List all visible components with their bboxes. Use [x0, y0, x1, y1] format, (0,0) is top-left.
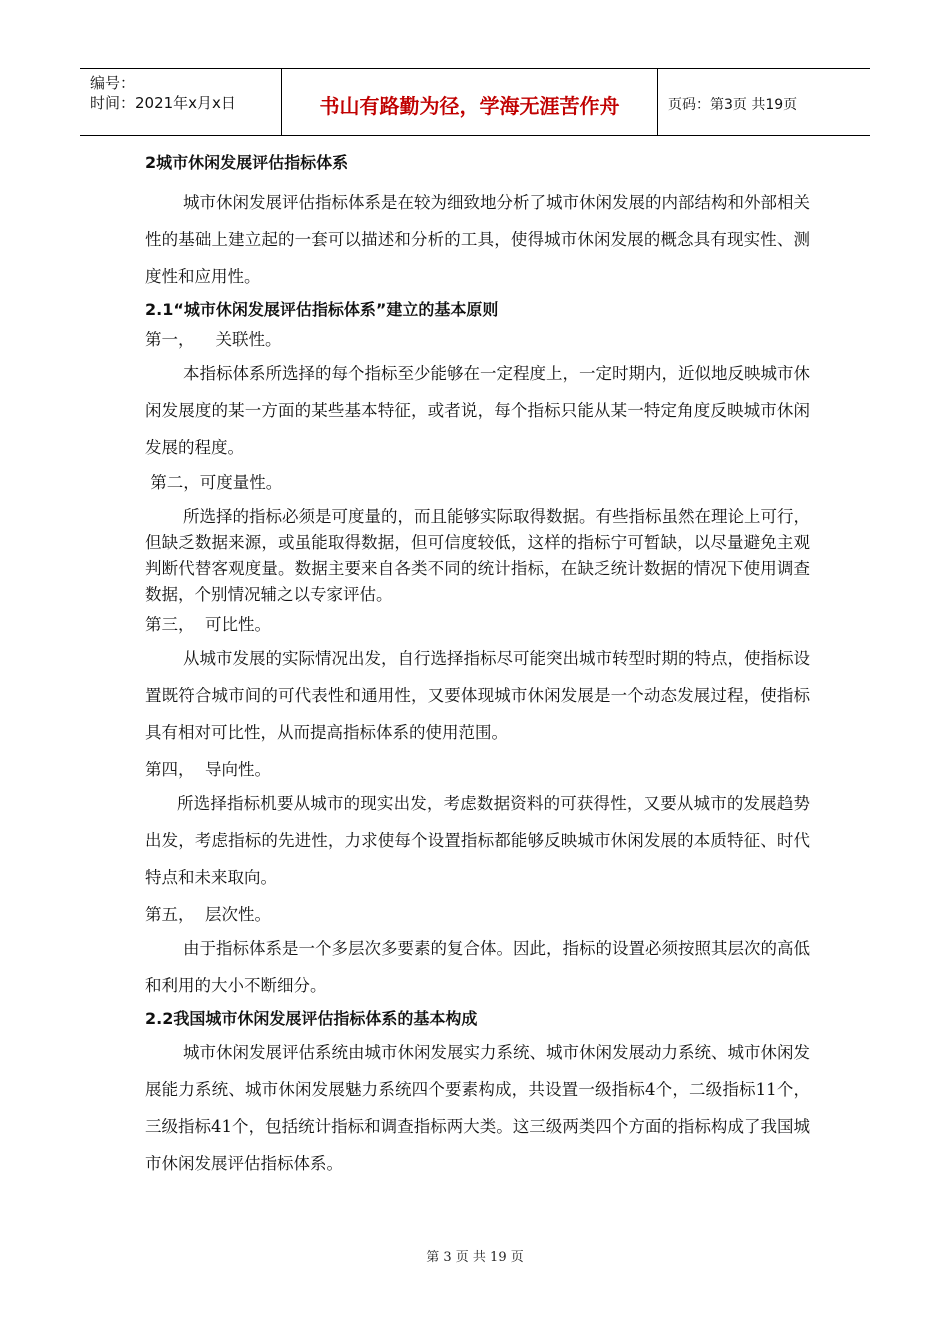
header-page-number: 页码：第3页 共19页	[668, 97, 798, 113]
principle-1-label: 第一， 关联性。	[145, 330, 282, 349]
header-motto: 书山有路勤为径，学海无涯苦作舟	[282, 69, 658, 135]
principle-4-text: 所选择指标机要从城市的现实出发，考虑数据资料的可获得性，又要从城市的发展趋势出发，考虑指标的先进性，力求使每个设置指标都能够反映城市休闲发展的本质特征、时代特点和未来取向。	[145, 794, 810, 887]
page-header	[80, 68, 870, 136]
principle-5-text: 由于指标体系是一个多层次多要素的复合体。因此，指标的设置必须按照其层次的高低和利用的大小不断细分。	[145, 939, 810, 995]
section-2-title: 2城市休闲发展评估指标体系	[145, 153, 349, 172]
page-footer: 第 3 页 共 19 页	[426, 1250, 524, 1265]
header-meta	[80, 69, 282, 135]
principle-2-label: 第二，可度量性。	[145, 473, 283, 492]
document-body	[145, 152, 810, 1182]
principle-4-label: 第四， 导向性。	[145, 760, 271, 779]
principle-2-text: 所选择的指标必须是可度量的，而且能够实际取得数据。有些指标虽然在理论上可行，但缺乏数据来源，或虽能取得数据，但可信度较低，这样的指标宁可暂缺，以尽量避免主观判断代替客观度量。数据主要来自各类不同的统计指标，在缺乏统计数据的情况下使用调查数据，个别情况辅之以专家评估。	[145, 507, 810, 604]
principle-1-text: 本指标体系所选择的每个指标至少能够在一定程度上，一定时期内，近似地反映城市休闲发展度的某一方面的某些基本特征，或者说，每个指标只能从某一特定角度反映城市休闲发展的程度。	[145, 364, 810, 457]
section-2-2-title: 2.2我国城市休闲发展评估指标体系的基本构成	[145, 1009, 478, 1028]
time-label: 时间：2021年x月x日	[90, 94, 236, 112]
principle-3-label: 第三， 可比性。	[145, 615, 271, 634]
section-2-intro: 城市休闲发展评估指标体系是在较为细致地分析了城市休闲发展的内部结构和外部相关性的基础上建立起的一套可以描述和分析的工具，使得城市休闲发展的概念具有现实性、测度性和应用性。	[145, 193, 810, 286]
principle-3-text: 从城市发展的实际情况出发，自行选择指标尽可能突出城市转型时期的特点，使指标设置既符合城市间的可代表性和通用性，又要体现城市休闲发展是一个动态发展过程，使指标具有相对可比性，从而提高指标体系的使用范围。	[145, 649, 810, 742]
serial-number-label: 编号：	[90, 74, 136, 92]
principle-5-label: 第五， 层次性。	[145, 905, 271, 924]
section-2-1-title: 2.1“城市休闲发展评估指标体系”建立的基本原则	[145, 300, 499, 319]
section-2-2-text: 城市休闲发展评估系统由城市休闲发展实力系统、城市休闲发展动力系统、城市休闲发展能力系统、城市休闲发展魅力系统四个要素构成，共设置一级指标4个，二级指标11个，三级指标41个，包括统计指标和调查指标两大类。这三级两类四个方面的指标构成了我国城市休闲发展评估指标体系。	[145, 1043, 810, 1173]
